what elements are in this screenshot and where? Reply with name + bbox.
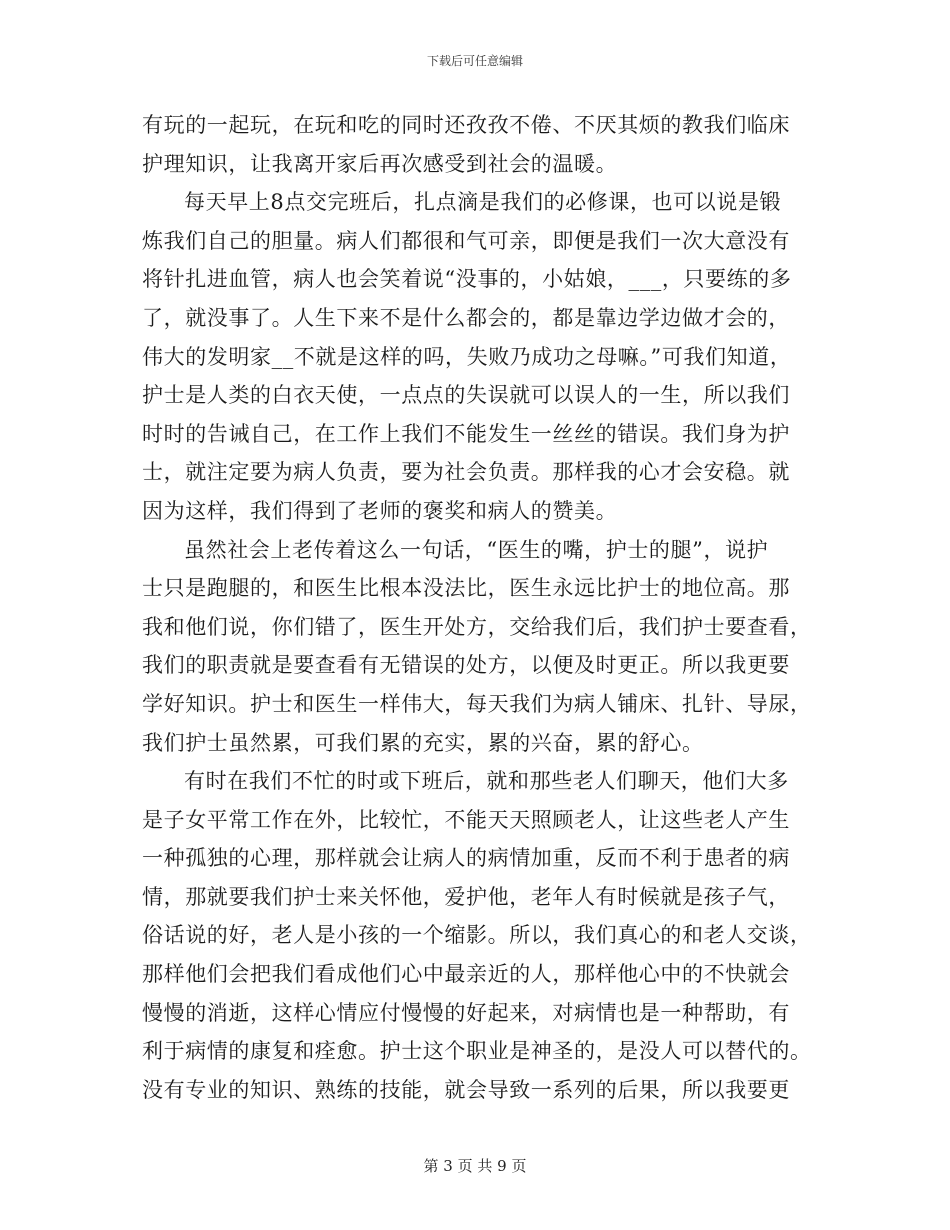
text-line: 没有专业的知识、熟练的技能，就会导致一系列的后果，所以我要更 <box>142 1077 790 1102</box>
text-line: 一种孤独的心理，那样就会让病人的病情加重，反而不利于患者的病 <box>142 846 790 871</box>
text-line: 俗话说的好，老人是小孩的一个缩影。所以，我们真心的和老人交谈， <box>142 923 812 948</box>
text-line: 有时在我们不忙的时或下班后，就和那些老人们聊天，他们大多 <box>184 769 789 794</box>
text-line: 是子女平常工作在外，比较忙，不能天天照顾老人，让这些老人产生 <box>142 807 790 832</box>
text-line: 将针扎进血管，病人也会笑着说“没事的，小姑娘，___，只要练的多 <box>142 267 792 292</box>
text-line: 了，就没事了。人生下来不是什么都会的，都是靠边学边做才会的， <box>142 305 790 330</box>
text-line: 我们的职责就是要查看有无错误的处方，以便及时更正。所以我更要 <box>142 653 790 678</box>
text-line: 学好知识。护士和医生一样伟大，每天我们为病人铺床、扎针、导尿， <box>142 691 812 716</box>
text-line: 我们护士虽然累，可我们累的充实，累的兴奋，累的舒心。 <box>142 730 704 755</box>
text-line: 虽然社会上老传着这么一句话，“医生的嘴，护士的腿”，说护 <box>184 537 769 562</box>
text-line: 时时的告诫自己，在工作上我们不能发生一丝丝的错误。我们身为护 <box>142 421 790 446</box>
text-line: 护士是人类的白衣天使，一点点的失误就可以误人的一生，所以我们 <box>142 383 790 408</box>
text-line: 利于病情的康复和痊愈。护士这个职业是神圣的，是没人可以替代的。 <box>142 1039 812 1064</box>
text-line: 那样他们会把我们看成他们心中最亲近的人，那样他心中的不快就会 <box>142 962 790 987</box>
page-header: 下载后可任意编辑 <box>426 54 523 68</box>
page-footer: 第 3 页 共 9 页 <box>423 1157 527 1175</box>
text-line: 有玩的一起玩，在玩和吃的同时还孜孜不倦、不厌其烦的教我们临床 <box>142 113 790 137</box>
text-line: 士只是跑腿的，和医生比根本没法比，医生永远比护士的地位高。那 <box>142 576 790 601</box>
text-line: 护理知识，让我离开家后再次感受到社会的温暖。 <box>142 151 618 176</box>
document-body <box>142 106 812 1109</box>
text-line: 因为这样，我们得到了老师的褒奖和病人的赞美。 <box>142 498 618 523</box>
text-line: 士，就注定要为病人负责，要为社会负责。那样我的心才会安稳。就 <box>142 460 790 485</box>
text-line: 我和他们说，你们错了，医生开处方，交给我们后，我们护士要查看， <box>142 614 812 639</box>
text-line: 炼我们自己的胆量。病人们都很和气可亲，即便是我们一次大意没有 <box>142 228 790 253</box>
text-line: 每天早上8点交完班后，扎点滴是我们的必修课，也可以说是锻 <box>184 190 782 215</box>
text-line: 情，那就要我们护士来关怀他，爱护他，老年人有时候就是孩子气， <box>142 884 790 909</box>
text-line: 慢慢的消逝，这样心情应付慢慢的好起来，对病情也是一种帮助，有 <box>142 1000 790 1025</box>
text-line: 伟大的发明家__不就是这样的吗，失败乃成功之母嘛。”可我们知道， <box>142 344 792 369</box>
